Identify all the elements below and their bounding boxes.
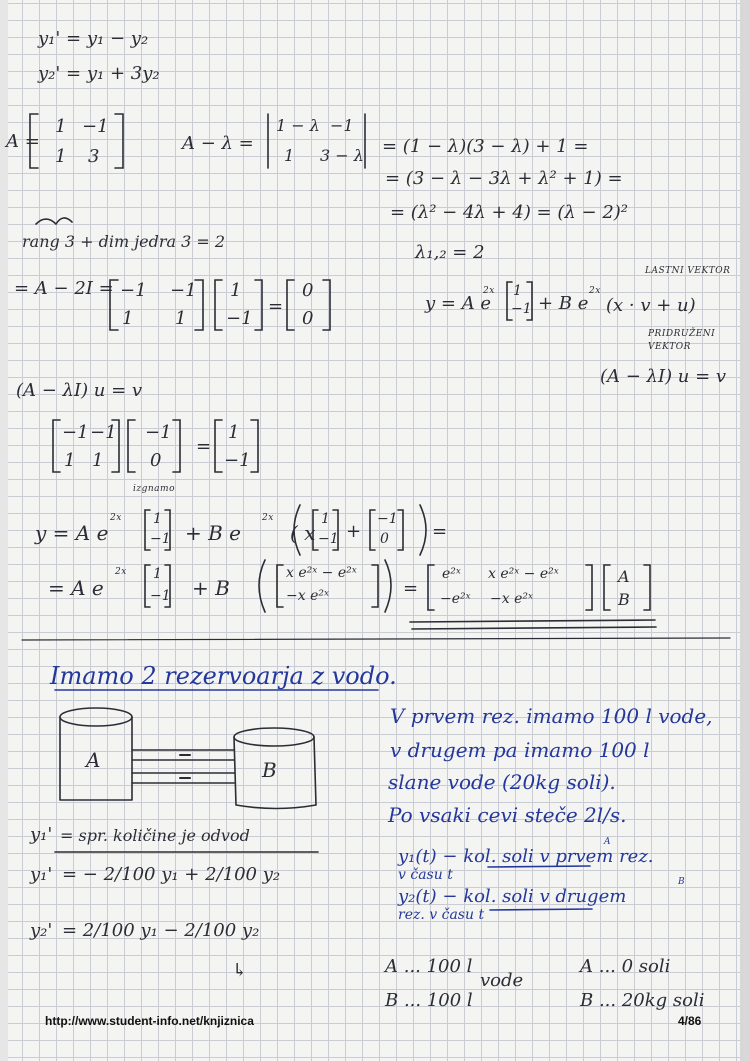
exponent: 2x (483, 286, 495, 296)
matrix-cell: −e²ˣ (440, 591, 471, 607)
page-number: 4/86 (678, 1014, 702, 1028)
matrix-cell: −x e²ˣ (490, 591, 533, 607)
tank-list-left: A ... 100 l (385, 956, 473, 977)
vector-cell: 1 (153, 566, 162, 582)
y1-definition: y₁(t) − kol. soli v prvem rez. (398, 846, 654, 867)
problem-desc-line: V prvem rez. imamo 100 l vode, (390, 704, 713, 728)
gen-sol-b: + B e (185, 521, 242, 545)
mark-a: A (604, 837, 611, 847)
vector-cell: B (618, 590, 630, 609)
equals-sign: = (403, 578, 419, 599)
vector-cell: 1 (513, 283, 522, 299)
char-det-cell: 1 (284, 146, 295, 165)
vector-cell: 1 (230, 280, 242, 301)
y2-prime: y₂' (30, 920, 53, 941)
gen-sol-a: y = A e (35, 521, 109, 545)
footer-url[interactable]: http://www.student-info.net/knjiznica (45, 1014, 254, 1028)
y1-prime: y₁' (30, 864, 53, 885)
char-det-label: A − λ = (182, 133, 254, 154)
matrix-cell: −1 (62, 422, 89, 443)
equals-sign: = (432, 521, 448, 542)
tank-list-right: A ... 0 soli (580, 956, 671, 977)
vector-cell: −1 (150, 531, 171, 547)
matrix-cell: −1 (170, 280, 197, 301)
vector-cell: 1 (153, 511, 162, 527)
vector-cell: −1 (145, 422, 172, 443)
vector-cell: 0 (150, 450, 162, 471)
vector-cell: −1 (511, 301, 532, 317)
matrix-a-label: A = (6, 131, 40, 152)
char-poly-line: = (λ² − 4λ + 4) = (λ − 2)² (390, 202, 629, 223)
char-poly-line: = (1 − λ)(3 − λ) + 1 = (382, 136, 589, 157)
y2-definition-sub: rez. v času t (398, 907, 485, 923)
plus-sign: + (346, 521, 362, 542)
solution-form-b: + B e (538, 293, 589, 314)
bracket-right (115, 114, 123, 168)
matrix-cell: e²ˣ (442, 566, 461, 582)
vode-note: vode (480, 970, 524, 991)
gen-sol-line2-b: + B (192, 576, 230, 600)
matrix-a-cell: 3 (88, 146, 100, 167)
gen-eq-left: (A − λI) u = v (16, 380, 143, 401)
eigenvalue: λ₁,₂ = 2 (415, 242, 485, 263)
vector-cell: −1 (224, 450, 251, 471)
y1-equation: = − 2/100 y₁ + 2/100 y₂ (62, 864, 281, 885)
rank-note: rang 3 + dim jedra 3 = 2 (22, 232, 226, 251)
vector-cell: −1 (226, 308, 253, 329)
tank-a-label: A (86, 748, 101, 772)
gen-sol-line2-a: = A e (48, 576, 104, 600)
problem-title: Imamo 2 rezervoarja z vodo. (50, 662, 397, 690)
matrix-cell: x e²ˣ − e²ˣ (488, 566, 559, 582)
matrix-cell: −1 (120, 280, 147, 301)
vector-cell: 0 (302, 280, 314, 301)
char-det-cell: 1 − λ (276, 116, 320, 135)
char-det-cell: 3 − λ (320, 146, 364, 165)
exponent: 2x (589, 286, 601, 296)
matrix-cell: 1 (92, 450, 104, 471)
vector-cell: 1 (228, 422, 240, 443)
vector-cell: −1 (318, 531, 339, 547)
solution-form-a: y = A e (425, 293, 492, 314)
equation-1: y₁' = y₁ − y₂ (38, 28, 149, 49)
y2-equation: = 2/100 y₁ − 2/100 y₂ (62, 920, 260, 941)
matrix-cell: 1 (122, 308, 134, 329)
vector-cell: x e²ˣ − e²ˣ (286, 565, 357, 581)
matrix-a-cell: 1 (55, 116, 67, 137)
problem-desc-line: slane vode (20kg soli). (388, 770, 616, 794)
solution-form-c: (x · v + u) (606, 295, 696, 316)
matrix-a-cell: 1 (55, 146, 67, 167)
vector-cell: 1 (321, 511, 330, 527)
equation-2: y₂' = y₁ + 3y₂ (38, 63, 160, 84)
tank-list-left: B ... 100 l (385, 990, 473, 1011)
equals-sign: = (196, 436, 212, 457)
vector-cell: 0 (380, 531, 389, 547)
problem-desc-line: Po vsaki cevi steče 2l/s. (388, 803, 627, 827)
tank-b-label: B (262, 758, 277, 782)
problem-desc-line: v drugem pa imamo 100 l (390, 738, 650, 762)
equals-sign: = (268, 296, 284, 317)
y1-definition-sub: v času t (398, 867, 453, 883)
arrow-mark: ↳ (232, 960, 248, 981)
char-det-cell: −1 (330, 116, 354, 135)
gen-eq-right: (A − λI) u = v (600, 366, 727, 387)
a-minus-2i-label: = A − 2I = (14, 278, 114, 299)
eigenvector-label: LASTNI VEKTOR (645, 266, 731, 276)
matrix-a-cell: −1 (82, 116, 109, 137)
exponent: 2x (110, 513, 122, 523)
matrix-cell: 1 (64, 450, 76, 471)
izgnamo-note: izgnamo (133, 484, 175, 494)
mark-b: B (678, 877, 686, 887)
vector-cell: −1 (150, 588, 171, 604)
exponent: 2x (262, 513, 274, 523)
matrix-cell: −1 (90, 422, 117, 443)
matrix-cell: 1 (175, 308, 187, 329)
assoc-vector-label: PRIDRUŽENI VEKTOR (648, 329, 716, 352)
vector-cell: −x e²ˣ (286, 588, 329, 604)
vector-cell: A (618, 567, 630, 586)
vector-cell: −1 (377, 511, 398, 527)
deriv-note: = spr. količine je odvod (60, 826, 250, 845)
char-poly-line: = (3 − λ − 3λ + λ² + 1) = (385, 168, 623, 189)
vector-cell: 0 (302, 308, 314, 329)
y1-prime: y₁' (30, 824, 53, 845)
exponent: 2x (115, 567, 127, 577)
y2-definition: y₂(t) − kol. soli v drugem (398, 886, 627, 907)
gen-sol-c: ( x (290, 521, 316, 545)
tank-list-right: B ... 20kg soli (580, 990, 705, 1011)
